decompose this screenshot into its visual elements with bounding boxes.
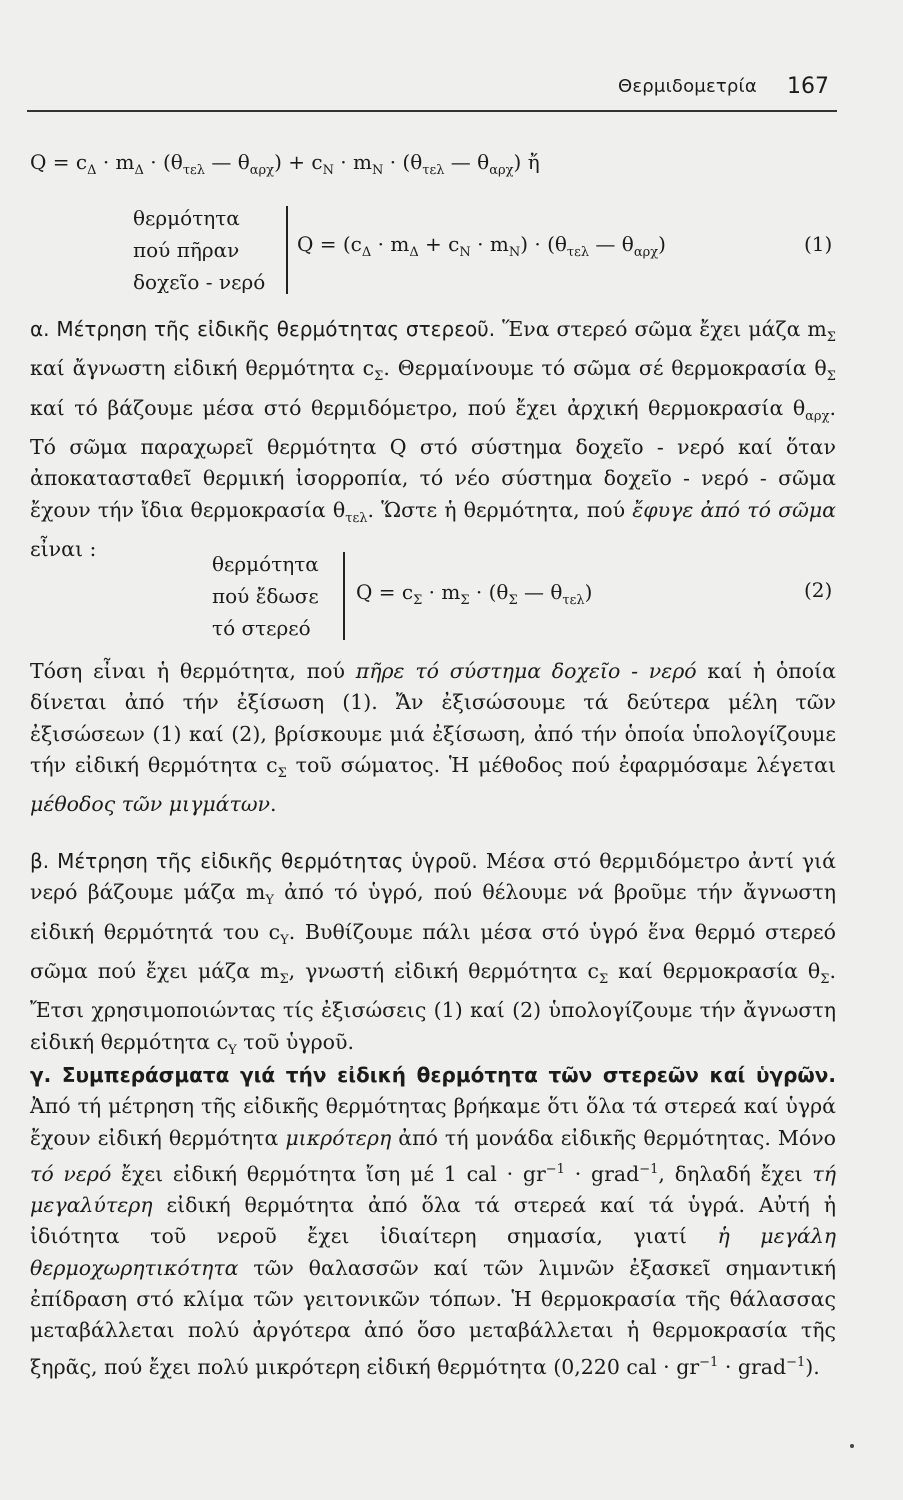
equation-1: $Q = (c_\Delta \cdot m_\Delta + c_N \cdot m_N) \cdot (\theta_{\tau\varepsilon\lambda}$ — $\theta_{\alpha\rho\chi}$)	[297, 232, 666, 260]
brace1-line2: πού πῆραν	[133, 238, 240, 262]
brace2-line3: τό στερεό	[212, 616, 311, 640]
brace2-line1: θερμότητα	[212, 552, 319, 576]
section-c-paragraph: γ. Συμπεράσματα γιά τήν εἰδική θερμότητα τῶν στερεῶν καί ὑγρῶν. Ἀπό τή μέτρηση τῆς εἰδικῆς θερμότητας βρήκαμε ὅτι ὅλα τά στερεά καί ὑγρά ἔχουν εἰδική θερμότητα μικρότερη ἀπό τή μονάδα εἰδικῆς θερμότητας. Μόνο τό νερό ἔχει εἰδική θερμότητα ἴση μέ 1 cal · $gr^{-1}$ · grad$^{-1}$, δηλαδή ἔχει τή μεγαλύτερη εἰδική θερμότητα ἀπό ὅλα τά στερεά καί τά ὑγρά. Αὐτή ἡ ἰδιότητα τοῦ νεροῦ ἔχει ἰδιαίτερη σημασία, γιατί ἡ μεγάλη θερμοχωρητικότητα τῶν θαλασσῶν καί τῶν λιμνῶν ἐξασκεῖ σημαντική ἐπίδραση στό κλίμα τῶν γειτονικῶν τόπων. Ἡ θερμοκρασία τῆς θάλασσας μεταβάλλεται πολύ ἀργότερα ἀπό ὅσο μεταβάλλεται ἡ θερμοκρασία τῆς ξηρᾶς, πού ἔχει πολύ μικρότερη εἰδική θερμότητα (0,220 cal · $gr^{-1}$ · grad$^{-1}$).	[30, 1063, 836, 1379]
brace1-line3: δοχεῖο - νερό	[133, 270, 266, 294]
section-a-heading: α. Μέτρηση τῆς εἰδικῆς θερμότητας στερεοῦ.	[30, 317, 496, 341]
brace-label-2	[212, 548, 319, 644]
page-number: 167	[787, 74, 829, 99]
speck-mark	[850, 1444, 854, 1448]
section-a-paragraph: α. Μέτρηση τῆς εἰδικῆς θερμότητας στερεοῦ. Ἕνα στερεό σῶμα ἔχει μάζα $m_\Sigma$ καί ἄγνωστη εἰδική θερμότητα $c_\Sigma$. Θερμαίνουμε τό σῶμα σέ θερμοκρασία $\theta_\Sigma$ καί τό βάζουμε μέσα στό θερμιδόμετρο, πού ἔχει ἀρχική θερμοκρασία $\theta_{\alpha\rho\chi}$. Τό σῶμα παραχωρεῖ θερμότητα Q στό σύστημα δοχεῖο - νερό καί ὅταν ἀποκατασταθεῖ θερμική ἰσορροπία, τό νέο σύστημα δοχεῖο - νερό - σῶμα ἔχουν τήν ἴδια θερμοκρασία $\theta_{\tau\varepsilon\lambda}$. Ὥστε ἡ θερμότητα, πού ἔφυγε ἀπό τό σῶμα εἶναι :	[30, 317, 836, 562]
paragraph-equate: Τόση εἶναι ἡ θερμότητα, πού πῆρε τό σύστημα δοχεῖο - νερό καί ἡ ὁποία δίνεται ἀπό τήν ἐξίσωση (1). Ἄν ἐξισώσουμε τά δεύτερα μέλη τῶν ἐξισώσεων (1) καί (2), βρίσκουμε μιά ἐξίσωση, ἀπό τήν ὁποία ὑπολογίζουμε τήν εἰδική θερμότητα $c_\Sigma$ τοῦ σώματος. Ἡ μέθοδος πού ἐφαρμόσαμε λέγεται μέθοδος τῶν μιγμάτων.	[30, 659, 836, 817]
section-c-heading: γ. Συμπεράσματα γιά τήν εἰδική θερμότητα τῶν στερεῶν καί ὑγρῶν.	[30, 1063, 836, 1087]
equation-1-number: (1)	[804, 232, 833, 256]
running-title: Θερμιδομετρία	[618, 76, 757, 97]
header-rule	[27, 110, 837, 112]
equation-heat-balance: $Q = c_\Delta \cdot m_\Delta \cdot (\theta_{\tau\varepsilon\lambda}$ — $\theta_{\alpha\rho\chi}) + c_N \cdot m_N \cdot (\theta_{\tau\varepsilon\lambda}$ — $\theta_{\alpha\rho\chi}$) ἤ	[30, 150, 540, 178]
section-b-heading: β. Μέτρηση τῆς εἰδικῆς θερμότητας ὑγροῦ.	[30, 849, 478, 873]
brace1-line1: θερμότητα	[133, 206, 240, 230]
equation-2-number: (2)	[804, 578, 833, 602]
brace1-bracket	[286, 206, 288, 294]
brace2-line2: πού ἔδωσε	[212, 584, 319, 608]
brace-label-1	[133, 202, 265, 298]
equation-2: $Q = c_\Sigma \cdot m_\Sigma \cdot (\theta_\Sigma$ — $\theta_{\tau\varepsilon\lambda}$)	[356, 580, 593, 608]
section-b-paragraph: β. Μέτρηση τῆς εἰδικῆς θερμότητας ὑγροῦ. Μέσα στό θερμιδόμετρο ἀντί γιά νερό βάζουμε μάζα $m_\Upsilon$ ἀπό τό ὑγρό, πού θέλουμε νά βροῦμε τήν ἄγνωστη εἰδική θερμότητά του $c_\Upsilon$. Βυθίζουμε πάλι μέσα στό ὑγρό ἕνα θερμό στερεό σῶμα πού ἔχει μάζα $m_\Sigma$, γνωστή εἰδική θερμότητα $c_\Sigma$ καί θερμοκρασία $\theta_\Sigma$. Ἔτσι χρησιμοποιώντας τίς ἐξισώσεις (1) καί (2) ὑπολογίζουμε τήν ἄγνωστη εἰδική θερμότητα $c_\Upsilon$ τοῦ ὑγροῦ.	[30, 849, 837, 1058]
brace2-bracket	[343, 552, 345, 640]
